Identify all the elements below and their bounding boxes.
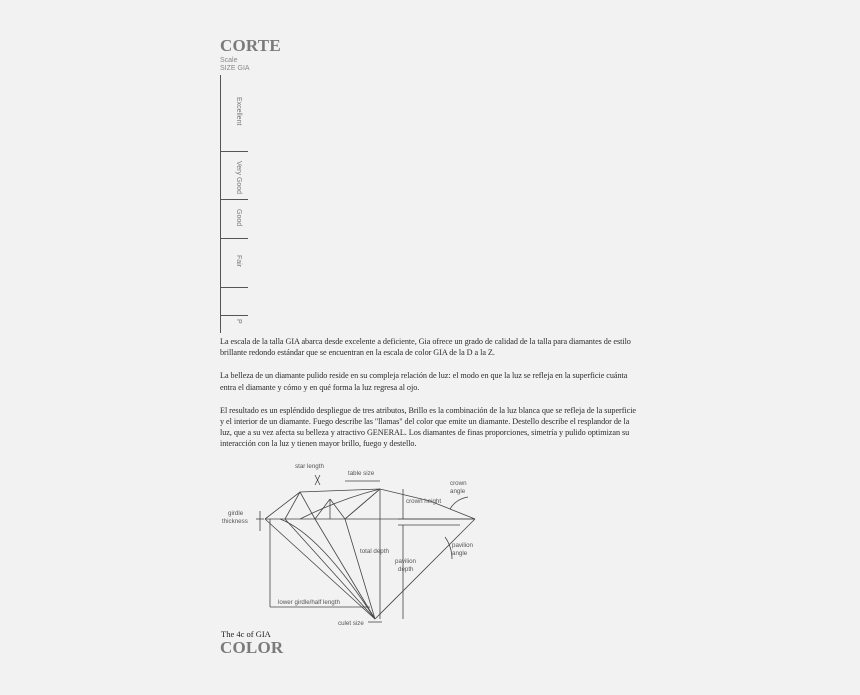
scale-tick bbox=[220, 151, 248, 152]
label-total-depth: total depth bbox=[360, 548, 389, 555]
figure-caption: The 4c of GIA bbox=[221, 629, 271, 639]
scale-label bbox=[220, 57, 640, 73]
grade-fair: Fair bbox=[235, 255, 242, 268]
grade-good: Good bbox=[235, 209, 242, 227]
cut-grade-scale bbox=[220, 75, 260, 333]
diamond-proportions-diagram bbox=[220, 459, 480, 629]
crown-outline bbox=[265, 489, 475, 519]
label-crown-height: crown height bbox=[406, 498, 442, 505]
scale-tick bbox=[220, 287, 248, 288]
document-page bbox=[220, 36, 640, 450]
label-lower-girdle: lower girdle/half length bbox=[278, 599, 340, 606]
label-girdle-2: thickness bbox=[222, 518, 248, 525]
grade-excellent: Excellent bbox=[235, 97, 242, 126]
scale-tick bbox=[220, 199, 248, 200]
label-pavilion-angle-1: pavilion bbox=[452, 542, 473, 549]
label-star-length: star length bbox=[295, 463, 324, 470]
label-crown-angle-2: angle bbox=[450, 488, 466, 495]
grade-very-good: Very Good bbox=[235, 161, 242, 195]
label-pavilion-depth-1: pavilion bbox=[395, 558, 416, 565]
pavilion-right bbox=[375, 519, 475, 619]
scale-label-line1: Scale bbox=[220, 57, 238, 64]
grade-poor: P bbox=[235, 319, 242, 324]
paragraph-1: La escala de la talla GIA abarca desde excelente a deficiente, Gia ofrece un grado de calidad de la talla para diamantes de estilo brillante redondo estándar que se encuentran en la escala de color GIA de la D a la Z. bbox=[220, 337, 631, 358]
section-title-corte: CORTE bbox=[220, 36, 281, 55]
label-pavilion-depth-2: depth bbox=[398, 566, 414, 573]
scale-label-line2: SIZE GIA bbox=[220, 65, 250, 72]
section-title-color: COLOR bbox=[220, 638, 284, 657]
scale-tick bbox=[220, 238, 248, 239]
label-girdle-1: girdle bbox=[228, 510, 244, 517]
scale-tick bbox=[220, 315, 248, 316]
label-culet-size: culet size bbox=[338, 620, 364, 627]
paragraph-3: El resultado es un espléndido despliegue de tres atributos, Brillo es la combinación de la luz blanca que se refleja de la superficie y el interior de un diamante. Fuego describe las "llamas" del color que emite un diamante. Destello describe el resplandor de la luz, que a su vez afecta su belleza y atractivo GENERAL. Los diamantes de finas proporciones, simetría y pulido optimizan su interacción con la luz y tienen mayor brillo, fuego y destello. bbox=[220, 405, 636, 449]
scale-axis bbox=[220, 75, 221, 333]
label-pavilion-angle-2: angle bbox=[452, 550, 468, 557]
paragraph-2: La belleza de un diamante pulido reside en su compleja relación de luz: el modo en que la luz se refleja en la superficie cuánta entra el diamante y cómo y en qué forma la luz regresa al ojo. bbox=[220, 371, 628, 392]
label-crown-angle-1: crown bbox=[450, 480, 467, 487]
label-table-size: table size bbox=[348, 470, 375, 477]
